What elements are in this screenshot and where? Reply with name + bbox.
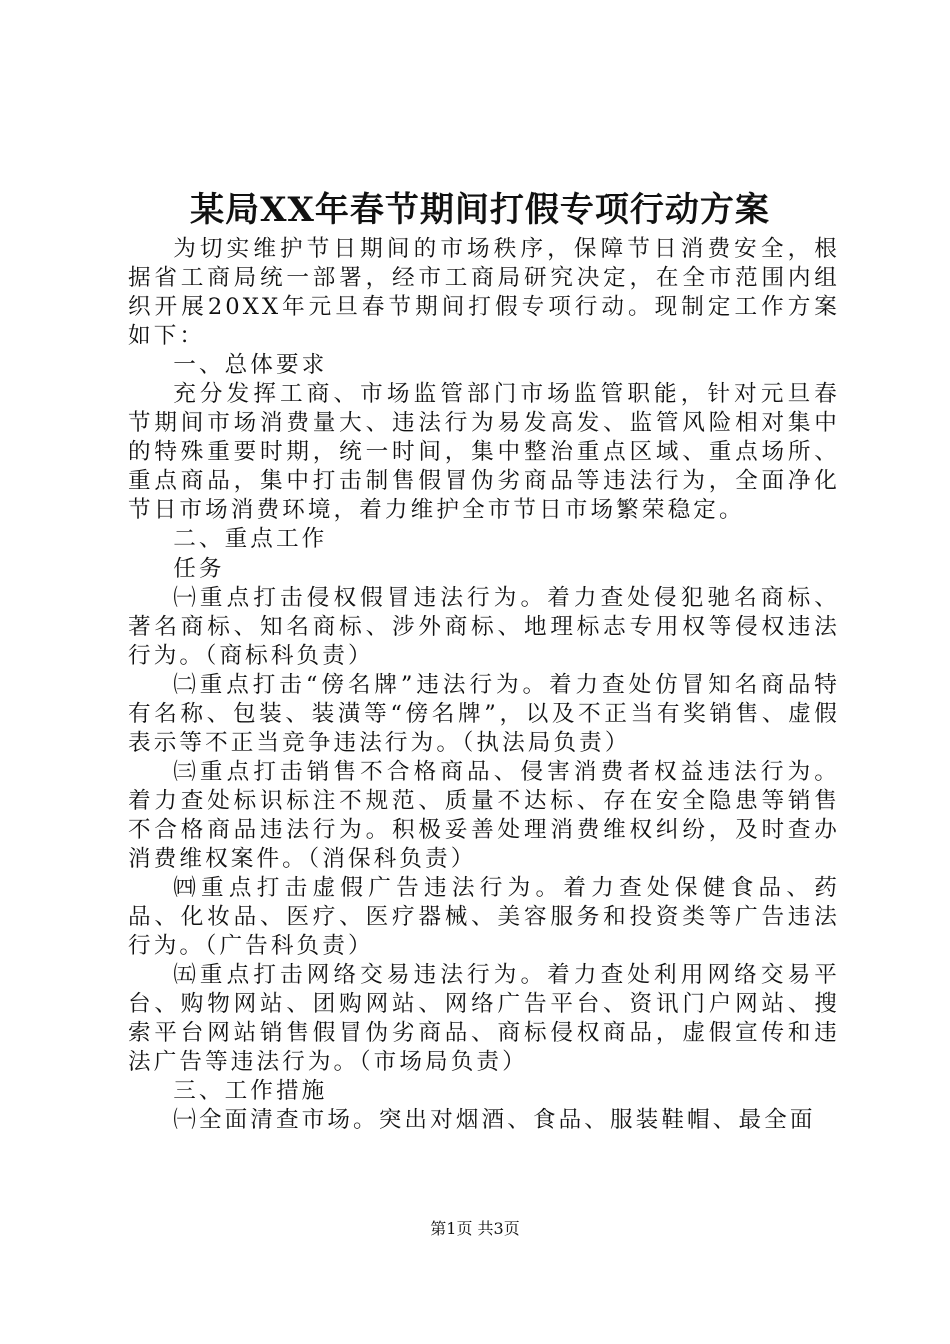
intro-paragraph: 为切实维护节日期间的市场秩序，保障节日消费安全，根据省工商局统一部署，经市工商局研究决定，在全市范围内组织开展20XX年元旦春节期间打假专项行动。现制定工作方案如下： bbox=[128, 236, 840, 350]
task-item-5: ㈤重点打击网络交易违法行为。着力查处利用网络交易平台、购物网站、团购网站、网络广告平台、资讯门户网站、搜索平台网站销售假冒伪劣商品、商标侵权商品，虚假宣传和违法广告等违法行为。（市场局负责） bbox=[128, 962, 840, 1076]
section-heading-3: 三、工作措施 bbox=[173, 1078, 328, 1105]
subheading-tasks: 任务 bbox=[173, 555, 225, 582]
page-footer: 第1页 共3页 bbox=[430, 1219, 520, 1238]
section-heading-1: 一、总体要求 bbox=[173, 352, 328, 379]
task-item-2: ㈡重点打击“傍名牌”违法行为。着力查处仿冒知名商品特有名称、包装、装潢等“傍名牌”，以及不正当有奖销售、虚假表示等不正当竞争违法行为。（执法局负责） bbox=[128, 671, 840, 756]
document-title: 某局XX年春节期间打假专项行动方案 bbox=[190, 190, 770, 230]
measure-item-1: ㈠全面清查市场。突出对烟酒、食品、服装鞋帽、最全面 bbox=[173, 1107, 816, 1134]
section-heading-2: 二、重点工作 bbox=[173, 526, 328, 553]
document-body bbox=[128, 235, 840, 1135]
requirements-paragraph: 充分发挥工商、市场监管部门市场监管职能，针对元旦春节期间市场消费量大、违法行为易发高发、监管风险相对集中的特殊重要时期，统一时间，集中整治重点区域、重点场所、重点商品，集中打击制售假冒伪劣商品等违法行为，全面净化节日市场消费环境，着力维护全市节日市场繁荣稳定。 bbox=[128, 381, 840, 524]
task-item-3: ㈢重点打击销售不合格商品、侵害消费者权益违法行为。着力查处标识标注不规范、质量不达标、存在安全隐患等销售不合格商品违法行为。积极妥善处理消费维权纠纷，及时查办消费维权案件。（消保科负责） bbox=[128, 758, 840, 872]
task-item-4: ㈣重点打击虚假广告违法行为。着力查处保健食品、药品、化妆品、医疗、医疗器械、美容服务和投资类等广告违法行为。（广告科负责） bbox=[128, 875, 840, 960]
task-item-1: ㈠重点打击侵权假冒违法行为。着力查处侵犯驰名商标、著名商标、知名商标、涉外商标、地理标志专用权等侵权违法行为。（商标科负责） bbox=[128, 584, 840, 669]
